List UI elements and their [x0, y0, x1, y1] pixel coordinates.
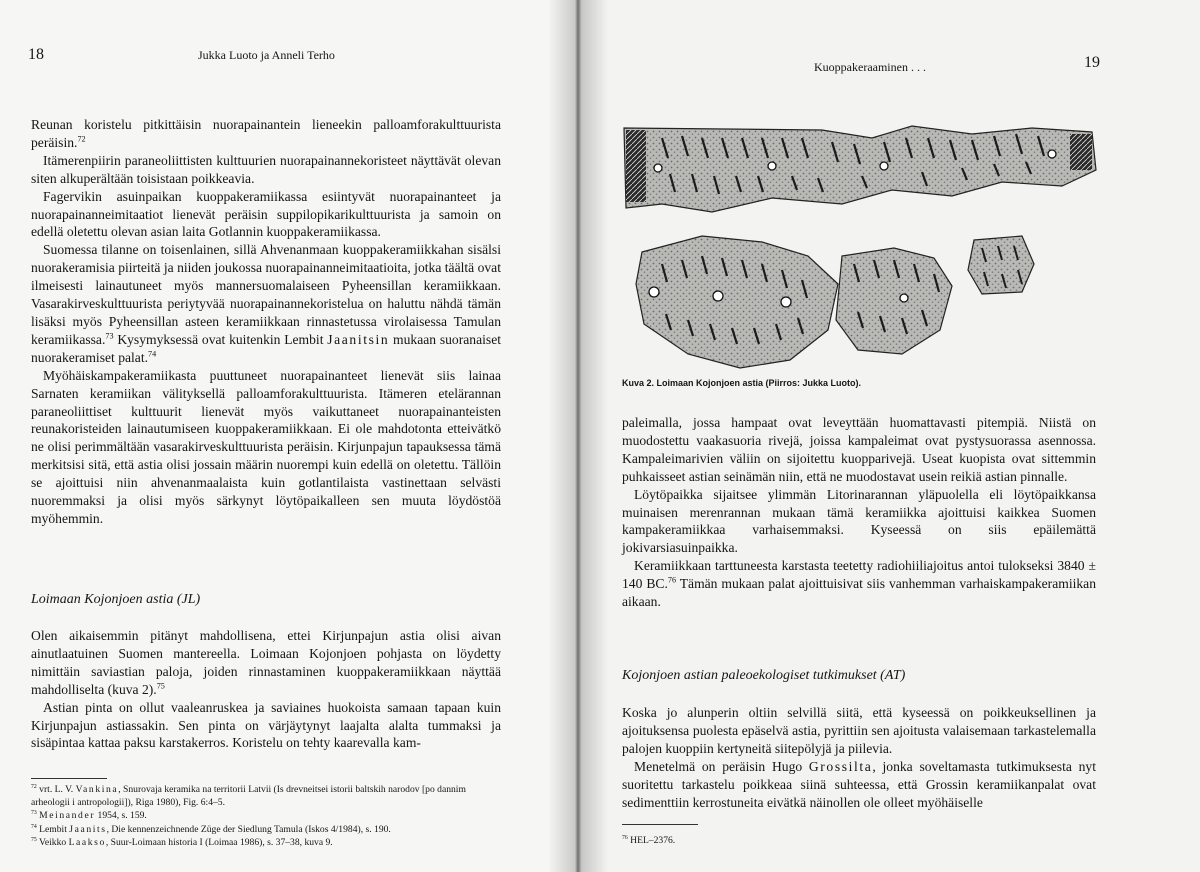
footnote: $^{75}$ Veikko Laakso, Suur-Loimaan historia I (Loimaa 1986), s. 37–38, kuva 9.: [31, 836, 333, 848]
pit-hole: [900, 294, 908, 302]
left-section-text: [31, 627, 501, 752]
footnotes-right: [622, 834, 922, 847]
running-head-right: Kuoppakeraaminen . . .: [814, 60, 926, 74]
section-profile-left: [626, 130, 646, 202]
paragraph: Itämerenpiirin paraneoliittisten kulttuurien nuorapainannekoristeet näyttävät olevan siten alkuperältään toisistaan poikkeavia.: [31, 152, 501, 186]
footnote-rule-right: [622, 824, 698, 825]
right-section-text: [622, 704, 1096, 811]
paragraph: Astian pinta on ollut vaaleanruskea ja saviaines huokoista samaan tapaan kuin Kirjunpajun astiassakin. Sen pinta on värjäytynyt laajalta alalta tummaksi ja sisäpintaa kattaa paksu karstakerros. Koristelu on tehty kaarevalla kam-: [31, 699, 501, 751]
paragraph: Olen aikaisemmin pitänyt mahdollisena, ettei Kirjunpajun astia olisi aivan ainutlaatuinen Suomen mantereella. Loimaan Kojonjoen pohjasta on löydetty nimittäin saviastian paloja, joiden rinnastaminen kuoppakeramiikkaan näyttää mahdolliselta (kuva 2).$^{75}$: [31, 628, 501, 697]
book-gutter-shadow: [548, 0, 608, 872]
footnote: $^{74}$ Lembit Jaanits, Die kennenzeichnende Züge der Siedlung Tamula (Iskos 4/1984), s. 190.: [31, 823, 391, 835]
pottery-sherd-drawing: [622, 124, 1098, 372]
footnote: $^{76}$ HEL–2376.: [622, 834, 676, 846]
page-number-left: 18: [28, 46, 44, 63]
sherd-lower-left: [636, 236, 838, 368]
paragraph: Koska jo alunperin oltiin selvillä siitä, että kyseessä on poikkeuksellinen ja ajoituksensa puolesta epäselvä astia, pyrittiin sen ajoitusta valaisemaan tarkastelemalla palojen kuoppiin kertyneitä siitepölyjä ja piilevia.: [622, 705, 1096, 756]
right-body-text: [622, 414, 1096, 611]
running-head-left: Jukka Luoto ja Anneli Terho: [198, 48, 335, 62]
section-heading-left: Loimaan Kojonjoen astia (JL): [31, 592, 201, 607]
section-profile-right: [1070, 134, 1092, 170]
footnote-rule: [31, 778, 107, 779]
figure-caption: Kuva 2. Loimaan Kojonjoen astia (Piirros: Jukka Luoto).: [622, 378, 862, 388]
footnotes-left: [31, 783, 501, 849]
paragraph: Suomessa tilanne on toisenlainen, sillä Ahvenanmaan kuoppakeramiikkahan sisälsi nuorakeramisia piirteitä ja niiden joukossa nuorapainanneimitaatioita, jotka täältä ovat ilmeisesti lainautuneet myös mannersuomalaiseen Pyheensillan keramiikkaan. Vasarakirveskulttuurista periytyvää nuorapainannekoristelua on haluttu nähdä tämän lisäksi myös Pyheensillan asteen keramiikkaan rinnastetussa virolaisessa Tamulan keramiikassa.$^{73}$ Kysymyksessä ovat kuitenkin Lembit Jaanitsin mukaan suoranaiset nuorakeramiset palat.$^{74}$: [31, 242, 501, 365]
sherd-small-right: [968, 236, 1034, 294]
paragraph: Fagervikin asuinpaikan kuoppakeramiikassa esiintyvät nuorapainanteet ja nuorapainanneimitaatiot lienevät peräisin suppilopikarikulttuurista ja samoin on edellä oletettu olevan asian laita Gotlannin kuoppakeramiikassa.: [31, 188, 501, 240]
footnote: $^{73}$ Meinander 1954, s. 159.: [31, 810, 147, 822]
paragraph: Myöhäiskampakeramiikasta puuttuneet nuorapainanteet lienevät siis lainaa Sarnaten keramiikan välityksellä palloamforakulttuurista. Itämeren etelärannan paraneoliittiset kulttuurit lienevät myös vaikuttaneet nuorapainanteisten reunakoristeiden lainautumiseen kuoppakeramiikkaan. Ei ole mahdotonta etteivätkö ne olisi perimmältään vasarakirveskulttuurista peräisin. Kirjunpajun tapauksessa tämä merkitsisi sitä, että astia olisi jossain määrin nuorempi kuin edellä on oletettu. Tällöin se ajoittuisi niin ahvenanmaalaista kuin gotlantilaista vastinettaan selvästi nuoremmaksi ja olisi myös särkynyt löytöpaikalleen sen muuta löydöstöä myöhemmin.: [31, 367, 501, 526]
paragraph: Keramiikkaan tarttuneesta karstasta teetetty radiohiiliajoitus antoi tulokseksi 3840 ± 140 BC.$^{76}$ Tämän mukaan palat ajoittuisivat siis vanhemman varhaiskampakeramiikan aikaan.: [622, 558, 1096, 610]
left-page: [0, 0, 578, 872]
footnote: $^{72}$ vrt. L. V. Vankina, Snurovaja keramika na territorii Latvii (Is drevneitsei istorii baltskih narodov [po dannim arheologii i antropologii]), Riga 1980), Fig. 6:4–5.: [31, 783, 466, 809]
left-body-text: [31, 116, 501, 528]
section-heading-right: Kojonjoen astian paleoekologiset tutkimukset (AT): [622, 668, 906, 683]
paragraph: Löytöpaikka sijaitsee ylimmän Litorinarannan yläpuolella eli löytöpaikkansa muinaisen merenrannan mukaan tämä keramiikka ajoittuisi kaikkea Suomen kampakeramiikkaa varhaisemmaksi. Kyseessä on siis epäilemättä jokivarsiasuinpaikka.: [622, 486, 1096, 556]
paragraph: paleimalla, jossa hampaat ovat leveyttään huomattavasti pitempiä. Niistä on muodostettu vaakasuoria rivejä, joissa kampaleimat ovat pystysuorassa asennossa. Kampaleimarivien väliin on sijoitettu kuopparivejä. Useat kuopista ovat sittemmin puhkaisseet astian seinämän niin, että ne muodostavat usein reikiä astian pinnalle.: [622, 415, 1096, 484]
paragraph: Reunan koristelu pitkittäisin nuorapainantein lieneekin palloamforakulttuurista peräisin.$^{72}$: [31, 117, 501, 150]
paragraph: Menetelmä on peräisin Hugo Grossilta, jonka soveltamasta tutkimuksesta nyt suoritettu tarkastelu poikkeaa siinä suhteessa, että Grossin keramiikanpalat ovat sedimenttiin kerrostuneita eivätkä näinollen ole olleet myöhäiselle: [622, 758, 1096, 810]
rim-sherd-upper: [624, 126, 1096, 212]
page-number-right: 19: [1084, 54, 1100, 71]
